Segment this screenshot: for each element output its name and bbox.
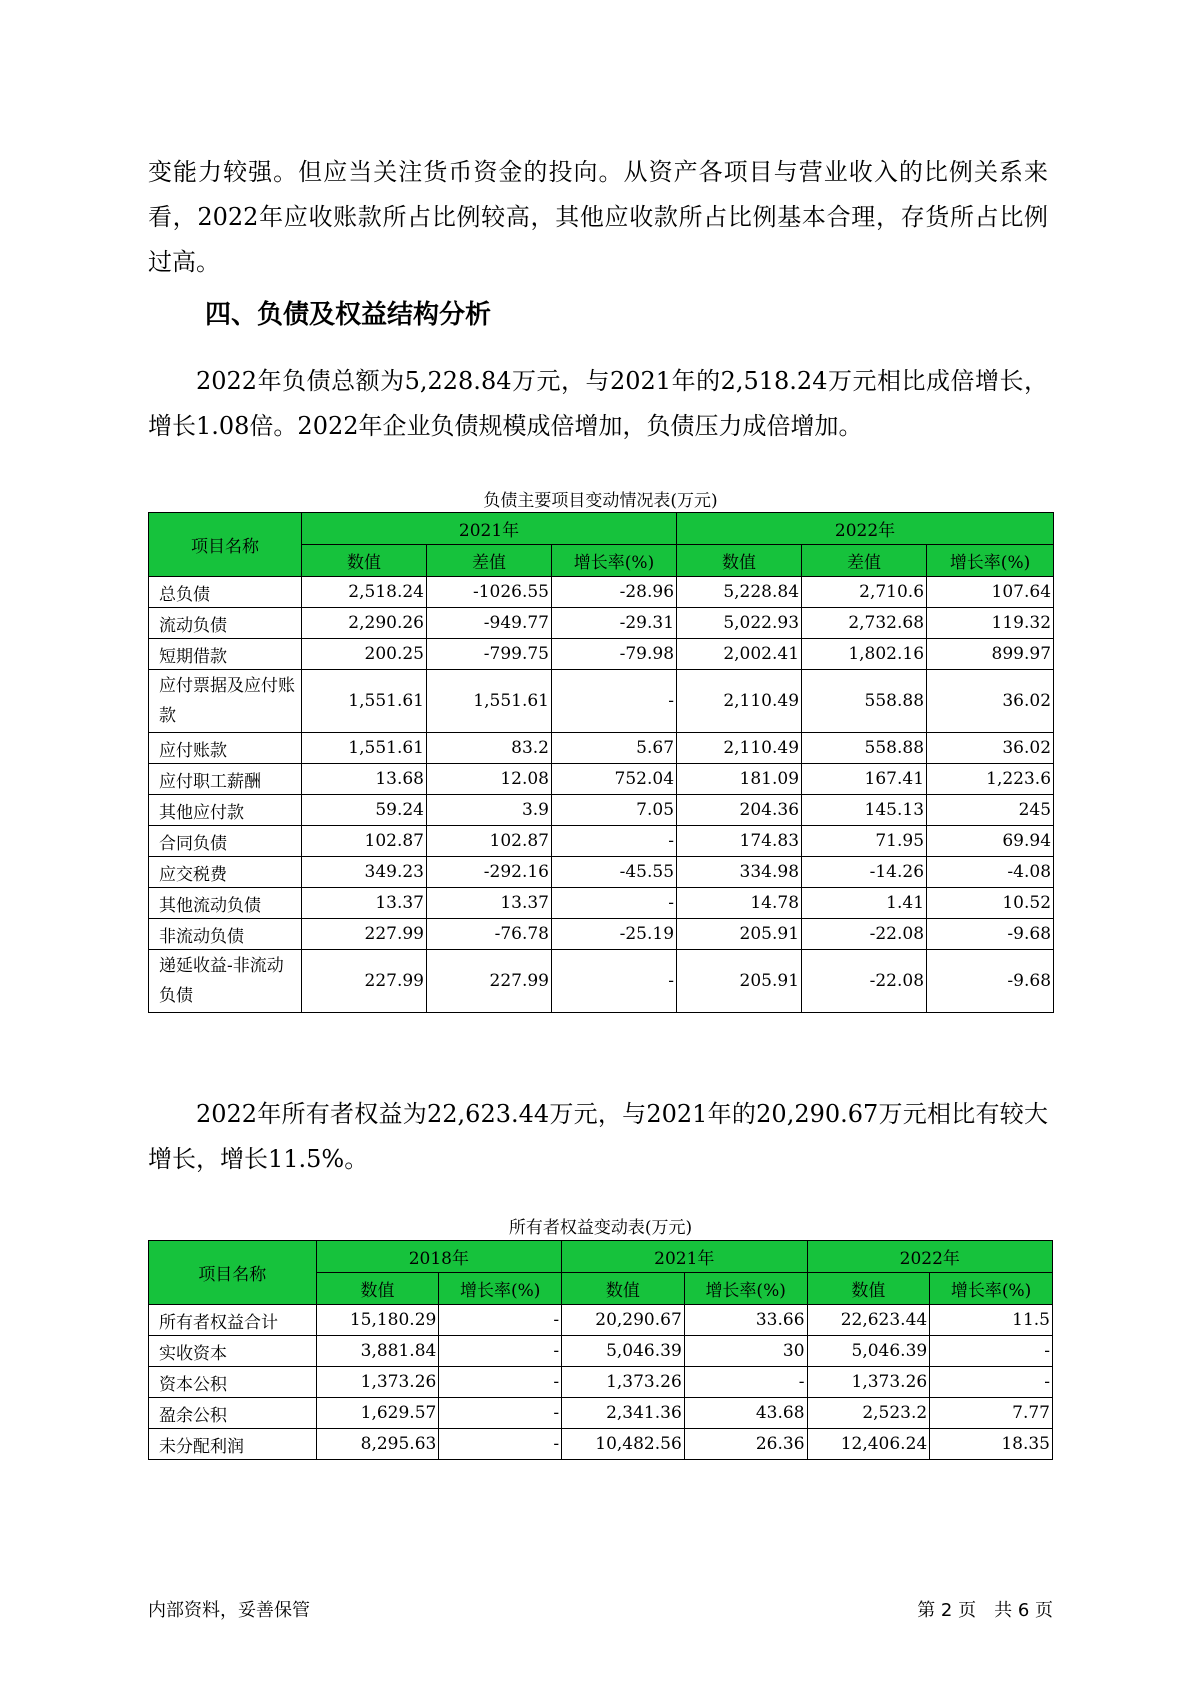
debt-table-caption: 负债主要项目变动情况表(万元) bbox=[483, 491, 718, 511]
table-cell: 1,223.6 bbox=[927, 764, 1054, 795]
table-row bbox=[149, 795, 1054, 826]
row-label: 应付职工薪酬 bbox=[149, 764, 302, 795]
table-row bbox=[149, 919, 1054, 950]
table-cell: 1.41 bbox=[802, 888, 927, 919]
table-cell: - bbox=[439, 1367, 562, 1398]
table-cell: - bbox=[552, 950, 677, 1013]
table-cell: 2,341.36 bbox=[562, 1398, 685, 1429]
column-header: 数值 bbox=[807, 1273, 930, 1305]
table-cell: 349.23 bbox=[302, 857, 427, 888]
table-cell: 1,551.61 bbox=[302, 733, 427, 764]
year-header: 2021年 bbox=[562, 1241, 807, 1273]
table-cell: 22,623.44 bbox=[807, 1305, 930, 1336]
table-cell: -79.98 bbox=[552, 639, 677, 670]
section-heading: 四、负债及权益结构分析 bbox=[205, 300, 492, 330]
table-cell: 1,551.61 bbox=[302, 670, 427, 733]
table-cell: 1,802.16 bbox=[802, 639, 927, 670]
table-cell: 2,110.49 bbox=[677, 733, 802, 764]
table-cell: -1026.55 bbox=[427, 577, 552, 608]
table-cell: - bbox=[439, 1336, 562, 1367]
table-cell: 5,046.39 bbox=[807, 1336, 930, 1367]
debt-table bbox=[148, 512, 1054, 1013]
table-cell: 145.13 bbox=[802, 795, 927, 826]
table-cell: 36.02 bbox=[927, 733, 1054, 764]
table-cell: 30 bbox=[684, 1336, 807, 1367]
table-cell: 36.02 bbox=[927, 670, 1054, 733]
equity-paragraph: 2022年所有者权益为22,623.44万元，与2021年的20,290.67万元相比有较大增长，增长11.5%。 bbox=[148, 1100, 1048, 1173]
table-cell: 1,373.26 bbox=[807, 1367, 930, 1398]
table-cell: 200.25 bbox=[302, 639, 427, 670]
equity-table-caption: 所有者权益变动表(万元) bbox=[508, 1218, 693, 1238]
table-row bbox=[149, 577, 1054, 608]
table-cell: 2,002.41 bbox=[677, 639, 802, 670]
row-label: 应付账款 bbox=[149, 733, 302, 764]
row-label: 流动负债 bbox=[149, 608, 302, 639]
row-label: 其他应付款 bbox=[149, 795, 302, 826]
table-cell: 558.88 bbox=[802, 733, 927, 764]
table-cell: -22.08 bbox=[802, 919, 927, 950]
table-cell: 7.05 bbox=[552, 795, 677, 826]
table-cell: 10.52 bbox=[927, 888, 1054, 919]
table-cell: 227.99 bbox=[302, 919, 427, 950]
table-cell: 181.09 bbox=[677, 764, 802, 795]
row-label: 所有者权益合计 bbox=[149, 1305, 317, 1336]
table-row bbox=[149, 888, 1054, 919]
year-header: 2022年 bbox=[807, 1241, 1052, 1273]
row-label: 合同负债 bbox=[149, 826, 302, 857]
table-row bbox=[149, 639, 1054, 670]
row-label: 短期借款 bbox=[149, 639, 302, 670]
table-cell: 5.67 bbox=[552, 733, 677, 764]
table-cell: -949.77 bbox=[427, 608, 552, 639]
table-cell: - bbox=[439, 1305, 562, 1336]
equity-table-year-row bbox=[149, 1241, 1053, 1273]
table-cell: 43.68 bbox=[684, 1398, 807, 1429]
column-header: 增长率(%) bbox=[552, 545, 677, 577]
table-cell: -799.75 bbox=[427, 639, 552, 670]
table-cell: 205.91 bbox=[677, 919, 802, 950]
year-header: 2018年 bbox=[316, 1241, 561, 1273]
table-cell: 1,373.26 bbox=[316, 1367, 439, 1398]
row-label: 资本公积 bbox=[149, 1367, 317, 1398]
table-cell: - bbox=[552, 888, 677, 919]
column-header: 增长率(%) bbox=[684, 1273, 807, 1305]
table-cell: 83.2 bbox=[427, 733, 552, 764]
column-header: 增长率(%) bbox=[439, 1273, 562, 1305]
table-cell: 227.99 bbox=[427, 950, 552, 1013]
table-cell: 2,732.68 bbox=[802, 608, 927, 639]
column-header: 增长率(%) bbox=[930, 1273, 1053, 1305]
table-cell: 1,373.26 bbox=[562, 1367, 685, 1398]
table-cell: 227.99 bbox=[302, 950, 427, 1013]
table-cell: 2,290.26 bbox=[302, 608, 427, 639]
table-cell: 14.78 bbox=[677, 888, 802, 919]
table-cell: 11.5 bbox=[930, 1305, 1053, 1336]
table-cell: 5,228.84 bbox=[677, 577, 802, 608]
row-label: 非流动负债 bbox=[149, 919, 302, 950]
footer-page-number: 第 2 页 共 6 页 bbox=[917, 1600, 1053, 1621]
column-header: 数值 bbox=[677, 545, 802, 577]
table-cell: 3.9 bbox=[427, 795, 552, 826]
table-row bbox=[149, 608, 1054, 639]
table-cell: 334.98 bbox=[677, 857, 802, 888]
table-cell: 3,881.84 bbox=[316, 1336, 439, 1367]
table-cell: -28.96 bbox=[552, 577, 677, 608]
table-cell: 899.97 bbox=[927, 639, 1054, 670]
table-cell: 558.88 bbox=[802, 670, 927, 733]
table-cell: 2,523.2 bbox=[807, 1398, 930, 1429]
table-cell: 2,710.6 bbox=[802, 577, 927, 608]
table-cell: 1,551.61 bbox=[427, 670, 552, 733]
table-cell: 8,295.63 bbox=[316, 1429, 439, 1460]
table-cell: 15,180.29 bbox=[316, 1305, 439, 1336]
table-cell: 26.36 bbox=[684, 1429, 807, 1460]
table-cell: 119.32 bbox=[927, 608, 1054, 639]
table-cell: 102.87 bbox=[302, 826, 427, 857]
table-row bbox=[149, 1336, 1053, 1367]
table-cell: 59.24 bbox=[302, 795, 427, 826]
intro-paragraph: 变能力较强。但应当关注货币资金的投向。从资产各项目与营业收入的比例关系来看，2022年应收账款所占比例较高，其他应收款所占比例基本合理，存货所占比例过高。 bbox=[148, 158, 1048, 276]
table-cell: 2,518.24 bbox=[302, 577, 427, 608]
table-cell: -29.31 bbox=[552, 608, 677, 639]
row-label: 实收资本 bbox=[149, 1336, 317, 1367]
table-cell: -76.78 bbox=[427, 919, 552, 950]
item-name-header: 项目名称 bbox=[149, 513, 302, 577]
table-row bbox=[149, 1367, 1053, 1398]
footer-confidential-note: 内部资料，妥善保管 bbox=[148, 1600, 310, 1621]
table-cell: 12,406.24 bbox=[807, 1429, 930, 1460]
row-label: 应交税费 bbox=[149, 857, 302, 888]
table-cell: 174.83 bbox=[677, 826, 802, 857]
table-row bbox=[149, 826, 1054, 857]
table-cell: 245 bbox=[927, 795, 1054, 826]
year-header: 2021年 bbox=[302, 513, 677, 545]
column-header: 数值 bbox=[302, 545, 427, 577]
table-cell: -25.19 bbox=[552, 919, 677, 950]
column-header: 数值 bbox=[316, 1273, 439, 1305]
table-cell: 13.37 bbox=[427, 888, 552, 919]
row-label: 其他流动负债 bbox=[149, 888, 302, 919]
table-cell: - bbox=[930, 1367, 1053, 1398]
column-header: 数值 bbox=[562, 1273, 685, 1305]
column-header: 增长率(%) bbox=[927, 545, 1054, 577]
table-cell: 2,110.49 bbox=[677, 670, 802, 733]
year-header: 2022年 bbox=[677, 513, 1054, 545]
debt-table-year-row bbox=[149, 513, 1054, 545]
table-cell: - bbox=[439, 1429, 562, 1460]
column-header: 差值 bbox=[802, 545, 927, 577]
table-row bbox=[149, 950, 1054, 1013]
table-cell: - bbox=[439, 1398, 562, 1429]
table-row bbox=[149, 670, 1054, 733]
table-cell: 69.94 bbox=[927, 826, 1054, 857]
table-row bbox=[149, 764, 1054, 795]
table-row bbox=[149, 1398, 1053, 1429]
table-cell: -4.08 bbox=[927, 857, 1054, 888]
table-cell: -14.26 bbox=[802, 857, 927, 888]
table-cell: 5,022.93 bbox=[677, 608, 802, 639]
table-cell: 13.37 bbox=[302, 888, 427, 919]
table-cell: 71.95 bbox=[802, 826, 927, 857]
table-cell: 167.41 bbox=[802, 764, 927, 795]
table-cell: -45.55 bbox=[552, 857, 677, 888]
table-cell: 10,482.56 bbox=[562, 1429, 685, 1460]
table-cell: 18.35 bbox=[930, 1429, 1053, 1460]
table-cell: 12.08 bbox=[427, 764, 552, 795]
table-cell: - bbox=[552, 826, 677, 857]
row-label: 总负债 bbox=[149, 577, 302, 608]
row-label: 盈余公积 bbox=[149, 1398, 317, 1429]
table-cell: 1,629.57 bbox=[316, 1398, 439, 1429]
table-cell: -292.16 bbox=[427, 857, 552, 888]
table-cell: 107.64 bbox=[927, 577, 1054, 608]
table-cell: 752.04 bbox=[552, 764, 677, 795]
row-label: 递延收益-非流动负债 bbox=[149, 950, 302, 1013]
table-cell: -22.08 bbox=[802, 950, 927, 1013]
table-row bbox=[149, 857, 1054, 888]
table-cell: 5,046.39 bbox=[562, 1336, 685, 1367]
table-cell: 13.68 bbox=[302, 764, 427, 795]
table-cell: -9.68 bbox=[927, 919, 1054, 950]
table-row bbox=[149, 1429, 1053, 1460]
equity-table bbox=[148, 1240, 1053, 1460]
table-row bbox=[149, 733, 1054, 764]
table-cell: - bbox=[684, 1367, 807, 1398]
row-label: 未分配利润 bbox=[149, 1429, 317, 1460]
table-cell: 102.87 bbox=[427, 826, 552, 857]
table-cell: 205.91 bbox=[677, 950, 802, 1013]
table-cell: 204.36 bbox=[677, 795, 802, 826]
table-cell: 33.66 bbox=[684, 1305, 807, 1336]
debt-paragraph: 2022年负债总额为5,228.84万元，与2021年的2,518.24万元相比成倍增长，增长1.08倍。2022年企业负债规模成倍增加，负债压力成倍增加。 bbox=[148, 367, 1048, 440]
column-header: 差值 bbox=[427, 545, 552, 577]
item-name-header: 项目名称 bbox=[149, 1241, 317, 1305]
table-cell: -9.68 bbox=[927, 950, 1054, 1013]
table-cell: - bbox=[552, 670, 677, 733]
table-cell: 20,290.67 bbox=[562, 1305, 685, 1336]
table-cell: - bbox=[930, 1336, 1053, 1367]
row-label: 应付票据及应付账款 bbox=[149, 670, 302, 733]
table-cell: 7.77 bbox=[930, 1398, 1053, 1429]
table-row bbox=[149, 1305, 1053, 1336]
